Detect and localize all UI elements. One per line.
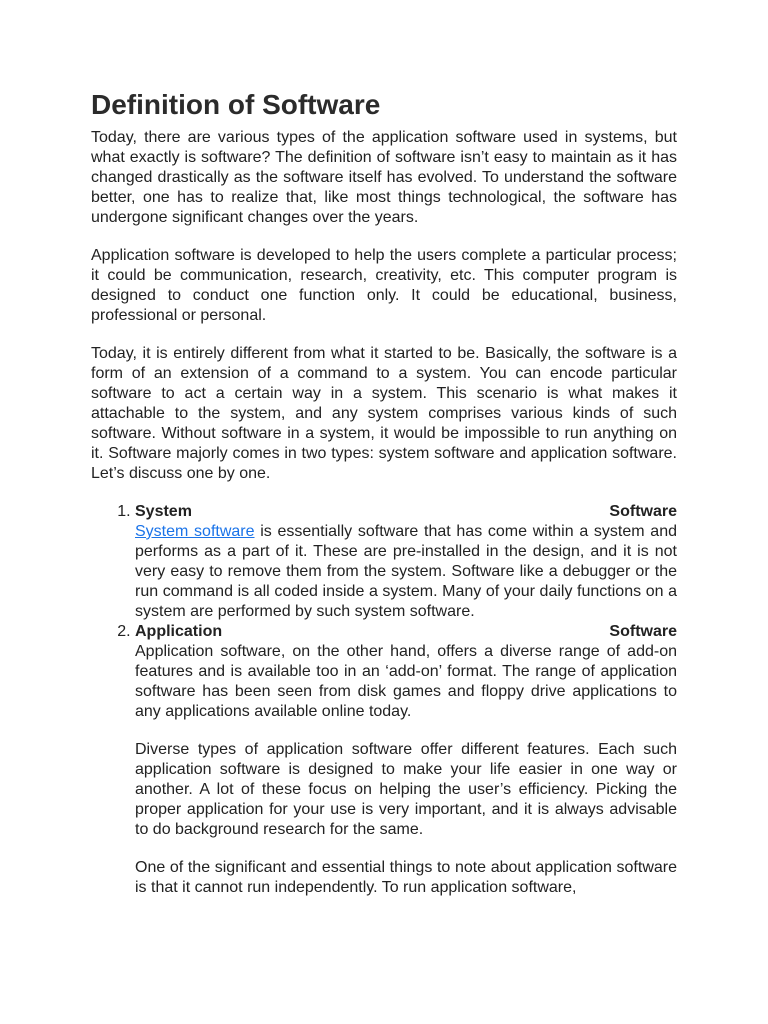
document-page: [91, 88, 677, 898]
page-title: Definition of Software: [91, 89, 381, 120]
application-software-paragraph: Application software is developed to help the users complete a particular process; it could be communication, research, creativity, etc. This computer program is designed to conduct one function only. It could be educational, business, professional or personal.: [91, 247, 677, 324]
heading-right: Software: [609, 623, 677, 640]
software-types-paragraph: Today, it is entirely different from what it started to be. Basically, the software is a form of an extension of a command to a system. You can encode particular software to act a certain way in a system. This scenario is what makes it attachable to the system, and any system comprises various kinds of such software. Without software in a system, it would be impossible to run anything on it. Software majorly comes in two types: system software and application software. Let’s discuss one by one.: [91, 345, 677, 482]
list-item-paragraph: One of the significant and essential things to note about application software is that it cannot run independently. To run application software,: [135, 859, 677, 896]
heading-right: Software: [609, 503, 677, 520]
list-item-text: is essentially software that has come within a system and performs as a part of it. These are pre-installed in the design, and it is not very easy to remove them from the system. Software like a debugger or the run command is all coded inside a system. Many of your daily functions on a system are performed by such system software.: [135, 523, 677, 620]
heading-left: 1. System: [135, 503, 192, 520]
intro-paragraph: Today, there are various types of the application software used in systems, but what exactly is software? The definition of software isn’t easy to maintain as it has changed drastically as the software itself has evolved. To understand the software better, one has to realize that, like most things technological, the software has undergone significant changes over the years.: [91, 129, 677, 226]
system-software-link[interactable]: System software: [135, 523, 255, 540]
list-item-paragraph: Application software, on the other hand, offers a diverse range of add-on features and is available too in an ‘add-on’ format. The range of application software has been seen from disk games and floppy drive applications to any applications available online today.: [135, 643, 677, 720]
software-types-list: [91, 502, 677, 898]
heading-left: 2. Application: [135, 623, 223, 640]
list-item-heading: [135, 622, 677, 642]
list-item-body: [135, 522, 677, 622]
list-item-heading: [135, 502, 677, 522]
list-item-system-software: [135, 502, 677, 622]
list-item-application-software: [135, 622, 677, 898]
list-item-paragraph: Diverse types of application software offer different features. Each such application software is designed to make your life easier in one way or another. A lot of these focus on helping the user’s efficiency. Picking the proper application for your use is very important, and it is always advisable to do background research for the same.: [135, 741, 677, 838]
